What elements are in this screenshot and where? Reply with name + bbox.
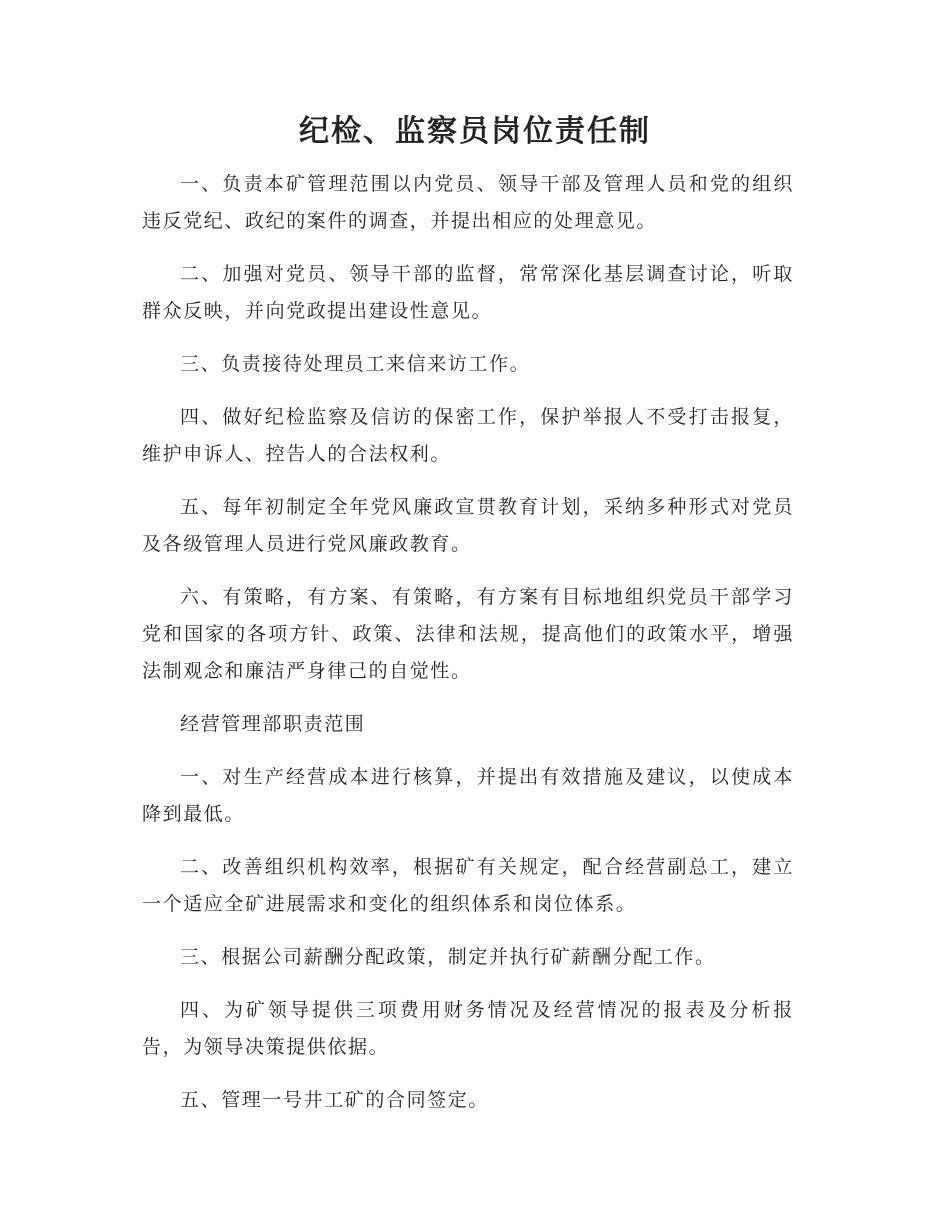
section-heading: 经营管理部职责范围: [180, 713, 366, 735]
paragraph-4: 四、做好纪检监察及信访的保密工作，保护举报人不受打击报复，维护申诉人、控告人的合法权利。: [142, 406, 794, 465]
paragraph-7: 一、对生产经营成本进行核算，并提出有效措施及建议，以使成本降到最低。: [142, 766, 794, 825]
paragraph-1: 一、负责本矿管理范围以内党员、领导干部及管理人员和党的组织违反党纪、政纪的案件的调查，并提出相应的处理意见。: [142, 173, 794, 232]
paragraph-10: 四、为矿领导提供三项费用财务情况及经营情况的报表及分析报告，为领导决策提供依据。: [142, 999, 794, 1058]
document-title: 纪检、监察员岗位责任制: [299, 114, 651, 149]
paragraph-11: 五、管理一号井工矿的合同签定。: [180, 1089, 490, 1111]
paragraph-3: 三、负责接待处理员工来信来访工作。: [180, 353, 531, 375]
paragraph-6: 六、有策略，有方案、有策略，有方案有目标地组织党员干部学习党和国家的各项方针、政策、法律和法规，提高他们的政策水平，增强法制观念和廉洁严身律己的自觉性。: [142, 586, 794, 682]
paragraph-5: 五、每年初制定全年党风廉政宣贯教育计划，采纳多种形式对党员及各级管理人员进行党风廉政教育。: [142, 496, 794, 555]
paragraph-2: 二、加强对党员、领导干部的监督，常常深化基层调查讨论，听取群众反映，并向党政提出建设性意见。: [142, 263, 794, 322]
paragraph-8: 二、改善组织机构效率，根据矿有关规定，配合经营副总工，建立一个适应全矿进展需求和变化的组织体系和岗位体系。: [142, 856, 794, 915]
document-body: [142, 166, 794, 1135]
paragraph-9: 三、根据公司薪酬分配政策，制定并执行矿薪酬分配工作。: [180, 946, 716, 968]
